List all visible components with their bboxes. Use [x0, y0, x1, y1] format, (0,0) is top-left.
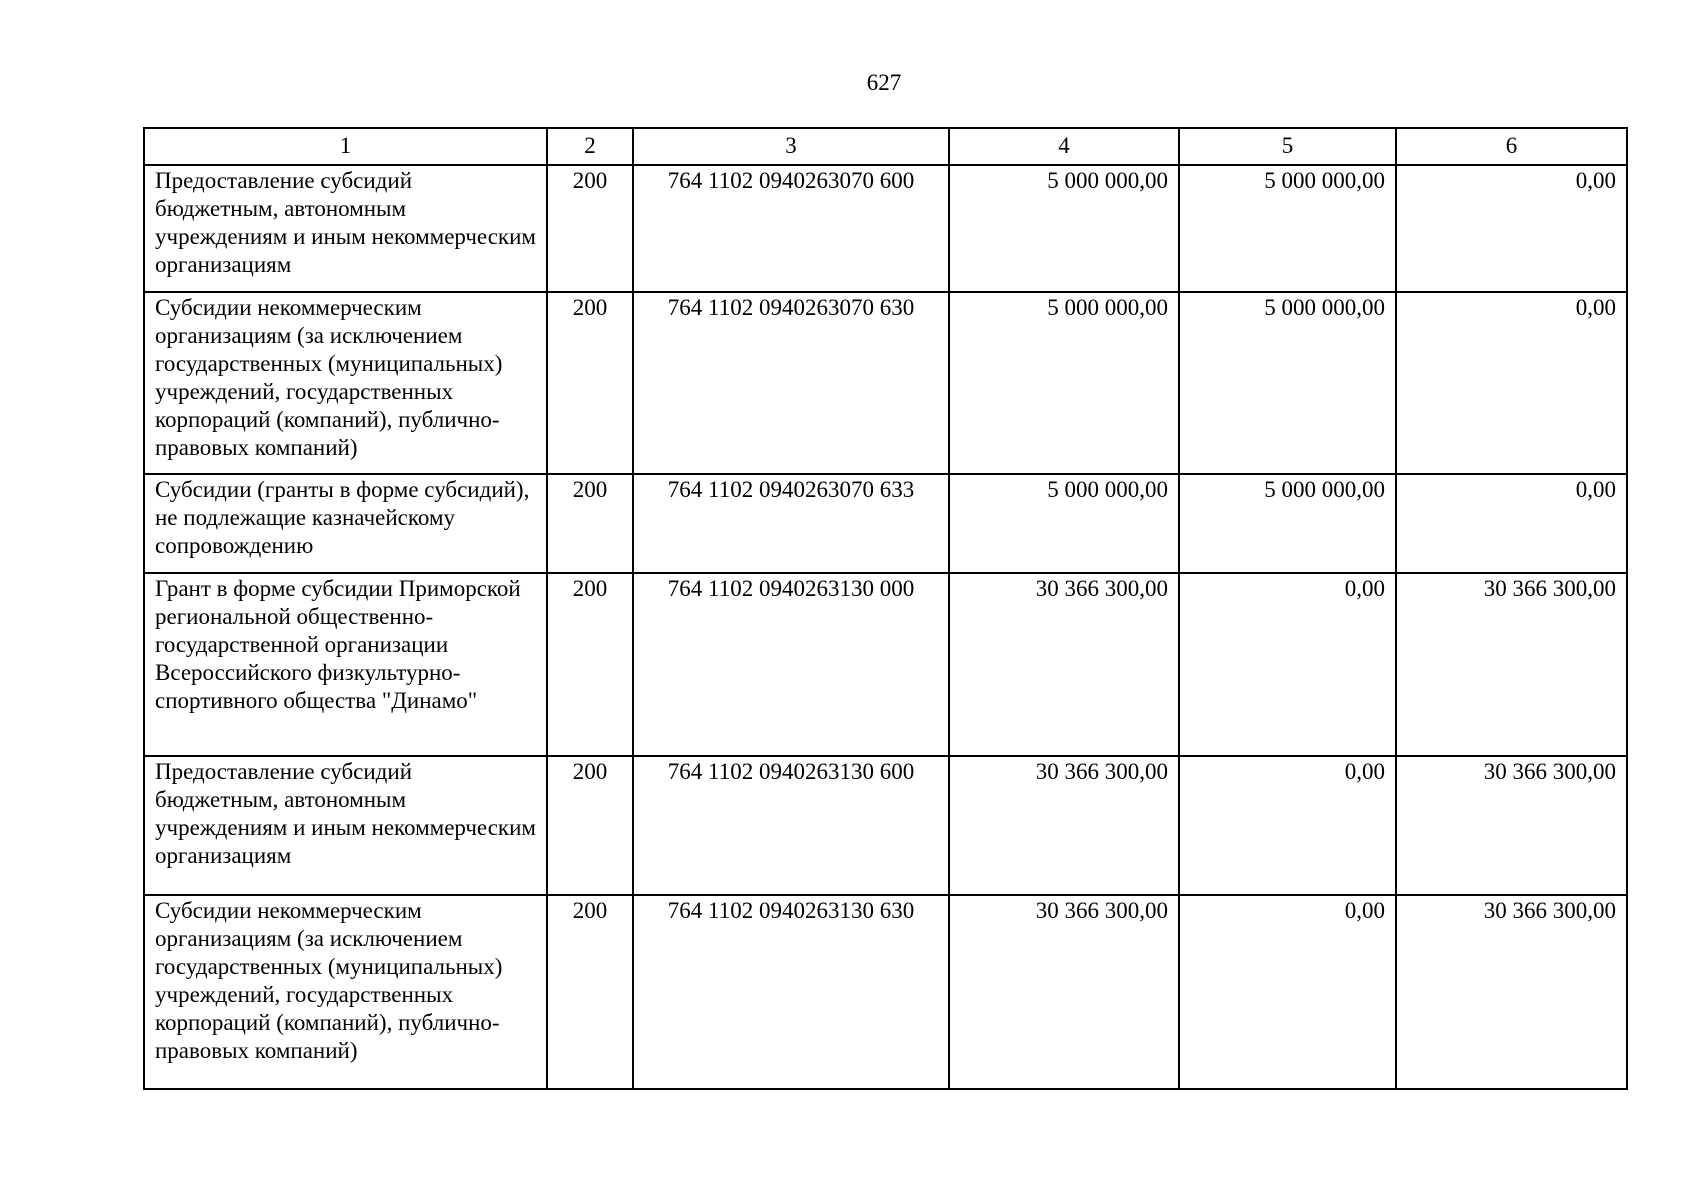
column-header-5: 5	[1179, 128, 1396, 165]
row-classification: 764 1102 0940263130 630	[633, 895, 949, 1089]
row-amount-col5: 0,00	[1179, 756, 1396, 895]
row-description: Предоставление субсидий бюджетным, автономным учреждениям и иным некоммерческим организациям	[144, 756, 547, 895]
row-amount-col5: 5 000 000,00	[1179, 474, 1396, 573]
row-amount-col4: 30 366 300,00	[949, 895, 1179, 1089]
row-code: 200	[547, 573, 633, 756]
column-header-3: 3	[633, 128, 949, 165]
row-amount-col4: 5 000 000,00	[949, 292, 1179, 474]
row-classification: 764 1102 0940263130 600	[633, 756, 949, 895]
budget-table-container	[143, 127, 1628, 1090]
row-description: Грант в форме субсидии Приморской региональной общественно-государственной организации Всероссийского физкультурно-спортивного общества "Динамо"	[144, 573, 547, 756]
row-code: 200	[547, 474, 633, 573]
row-code: 200	[547, 756, 633, 895]
column-header-6: 6	[1396, 128, 1627, 165]
row-amount-col6: 30 366 300,00	[1396, 756, 1627, 895]
row-description: Субсидии (гранты в форме субсидий), не подлежащие казначейскому сопровождению	[144, 474, 547, 573]
row-amount-col4: 30 366 300,00	[949, 756, 1179, 895]
row-amount-col5: 5 000 000,00	[1179, 292, 1396, 474]
row-amount-col6: 0,00	[1396, 292, 1627, 474]
row-amount-col6: 30 366 300,00	[1396, 895, 1627, 1089]
table-row	[144, 573, 1627, 756]
row-code: 200	[547, 895, 633, 1089]
row-code: 200	[547, 292, 633, 474]
row-amount-col6: 0,00	[1396, 165, 1627, 292]
row-classification: 764 1102 0940263070 600	[633, 165, 949, 292]
row-description: Предоставление субсидий бюджетным, автономным учреждениям и иным некоммерческим организациям	[144, 165, 547, 292]
table-row	[144, 292, 1627, 474]
row-description: Субсидии некоммерческим организациям (за исключением государственных (муниципальных) учреждений, государственных корпораций (компаний), публично-правовых компаний)	[144, 895, 547, 1089]
row-classification: 764 1102 0940263070 630	[633, 292, 949, 474]
table-row	[144, 474, 1627, 573]
table-row	[144, 756, 1627, 895]
row-amount-col4: 5 000 000,00	[949, 474, 1179, 573]
row-classification: 764 1102 0940263070 633	[633, 474, 949, 573]
table-header-row	[144, 128, 1627, 165]
row-amount-col5: 5 000 000,00	[1179, 165, 1396, 292]
row-amount-col4: 5 000 000,00	[949, 165, 1179, 292]
column-header-4: 4	[949, 128, 1179, 165]
row-amount-col5: 0,00	[1179, 895, 1396, 1089]
table-row	[144, 165, 1627, 292]
row-amount-col5: 0,00	[1179, 573, 1396, 756]
column-header-2: 2	[547, 128, 633, 165]
budget-table	[143, 127, 1628, 1090]
row-classification: 764 1102 0940263130 000	[633, 573, 949, 756]
row-amount-col6: 30 366 300,00	[1396, 573, 1627, 756]
column-header-1: 1	[144, 128, 547, 165]
row-amount-col6: 0,00	[1396, 474, 1627, 573]
page-number: 627	[866, 70, 902, 95]
row-description: Субсидии некоммерческим организациям (за исключением государственных (муниципальных) учреждений, государственных корпораций (компаний), публично-правовых компаний)	[144, 292, 547, 474]
row-code: 200	[547, 165, 633, 292]
table-row	[144, 895, 1627, 1089]
row-amount-col4: 30 366 300,00	[949, 573, 1179, 756]
